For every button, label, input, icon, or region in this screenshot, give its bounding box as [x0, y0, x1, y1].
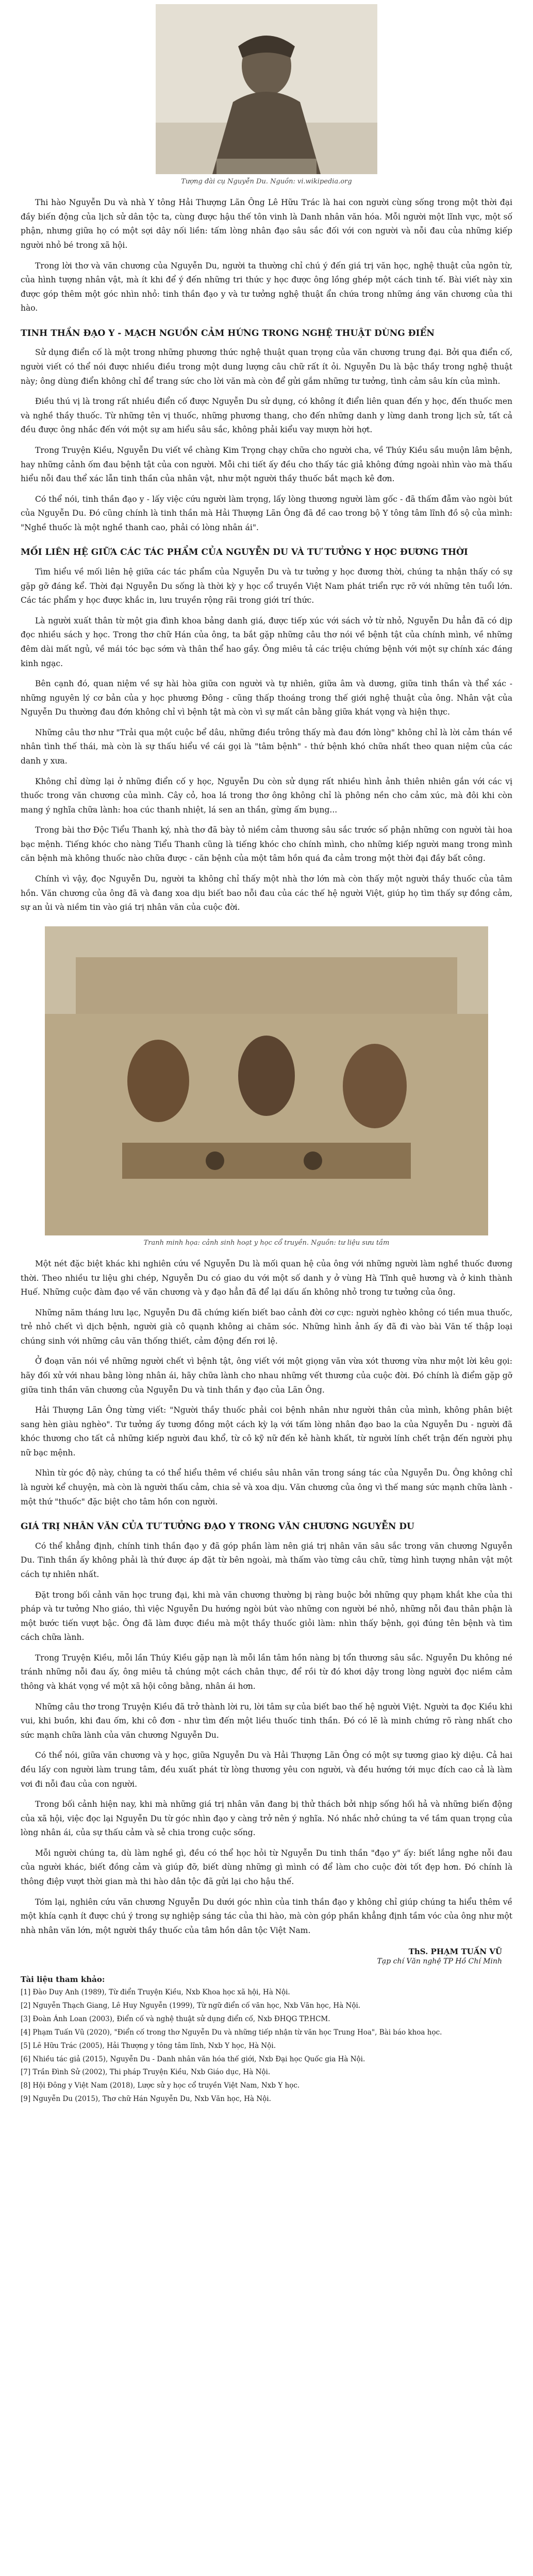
paragraph: Chính vì vậy, đọc Nguyễn Du, người ta không chỉ thấy một nhà thơ lớn mà còn thấy một người thầy thuốc của tâm hồn. Văn chương của ông đã và đang xoa dịu biết bao nỗi đau của các thế hệ người Việt, giúp họ tìm thấy sự đồng cảm, sự an ủi và niềm tin vào giá trị nhân văn của cuộc đời. [21, 874, 512, 912]
statue-photo [156, 4, 377, 174]
reference-item: [1] Đào Duy Anh (1989), Từ điển Truyện Kiều, Nxb Khoa học xã hội, Hà Nội. [21, 1988, 290, 1997]
section-nhan-van [21, 1520, 512, 1938]
paragraph: Trong Truyện Kiều, Nguyễn Du viết về chàng Kim Trọng chạy chữa cho người cha, về Thúy Kiều sầu muộn lâm bệnh, hay những cảnh ốm đau bệnh tật của con người. Mỗi chi tiết ấy đều cho thấy tác giả không đứng ngoài nhìn vào mà thấu hiểu nỗi đau thể xác lẫn tinh thần của nhân vật, như một người thầy thuốc bắt mạch kê đơn. [21, 445, 512, 484]
paragraph: Trong lời thơ và văn chương của Nguyễn Du, người ta thường chỉ chú ý đến giá trị văn học, nghệ thuật của ngôn từ, của hình tượng nhân vật, mà ít khi để ý đến những tri thức y học được ông lồng ghép một cách tinh tế. Bài viết này xin được góp thêm một góc nhìn nhỏ: tinh thần đạo y và tư tưởng nghệ thuật ẩn chứa trong những áng văn chương của thi hào. [21, 261, 512, 313]
paragraph: Những câu thơ trong Truyện Kiều đã trở thành lời ru, lời tâm sự của biết bao thế hệ người Việt. Người ta đọc Kiều khi vui, khi buồn, khi đau ốm, khi cô đơn - như tìm đến một liều thuốc tinh thần. Đó có lẽ là minh chứng rõ ràng nhất cho sức mạnh chữa lành của văn chương Nguyễn Du. [21, 1702, 512, 1740]
illustration-painting [45, 926, 488, 1235]
paragraph: Tìm hiểu về mối liên hệ giữa các tác phẩm của Nguyễn Du và tư tưởng y học đương thời, chúng ta nhận thấy có sự gặp gỡ đáng kể. Thời đại Nguyễn Du sống là thời kỳ y học cổ truyền Việt Nam phát triển rực rỡ với những tên tuổi lớn. Các tác phẩm y học được khắc in, lưu truyền rộng rãi trong giới trí thức. [21, 567, 512, 605]
paragraph: Điều thú vị là trong rất nhiều điển cố được Nguyễn Du sử dụng, có không ít điển liên quan đến y học, đến thuốc men và nghề thầy thuốc. Từ những tên vị thuốc, những phương thang, cho đến những danh y lừng danh trong lịch sử, tất cả đều được ông nhắc đến với một sự am hiểu sâu sắc, không phải kiểu vay mượn hời hợt. [21, 397, 512, 435]
section-heading: MỐI LIÊN HỆ GIỮA CÁC TÁC PHẨM CỦA NGUYỄN DU VÀ TƯ TƯỞNG Y HỌC ĐƯƠNG THỜI [21, 547, 468, 558]
paragraph: Những năm tháng lưu lạc, Nguyễn Du đã chứng kiến biết bao cảnh đời cơ cực: người nghèo không có tiền mua thuốc, trẻ nhỏ chết vì dịch bệnh, người già cô quạnh không ai chăm sóc. Những hình ảnh ấy đã đi vào bài Văn tế thập loại chúng sinh với những câu văn thống thiết, cảm động đến rơi lệ. [21, 1308, 512, 1346]
reference-item: [8] Hội Đông y Việt Nam (2018), Lược sử y học cổ truyền Việt Nam, Nxb Y học. [21, 2081, 300, 2090]
reference-item: [4] Phạm Tuấn Vũ (2020), "Điển cố trong thơ Nguyễn Du và những tiếp nhận từ văn học Trung Hoa", Bài báo khoa học. [21, 2028, 442, 2037]
references-title: Tài liệu tham khảo: [21, 1975, 105, 1985]
painting-caption: Tranh minh họa: cảnh sinh hoạt y học cổ truyền. Nguồn: tư liệu sưu tầm [143, 1239, 390, 1247]
paragraph: Ở đoạn văn nói về những người chết vì bệnh tật, ông viết với một giọng văn vừa xót thương vừa như một lời kêu gọi: hãy đối xử với nhau bằng lòng nhân ái, hãy chữa lành cho nhau những vết thương của cuộc đời. Đó chính là điểm gặp gỡ giữa tinh thần văn chương của Nguyễn Du và tinh thần y đạo của Lãn Ông. [21, 1357, 512, 1395]
reference-item: [6] Nhiều tác giả (2015), Nguyễn Du - Danh nhân văn hóa thế giới, Nxb Đại học Quốc gia Hà Nội. [21, 2055, 365, 2063]
paragraph: Có thể khẳng định, chính tinh thần đạo y đã góp phần làm nên giá trị nhân văn sâu sắc trong văn chương Nguyễn Du. Tinh thần ấy không phải là thứ được áp đặt từ bên ngoài, mà thấm vào từng câu chữ, từng hình tượng nhân vật một cách tự nhiên nhất. [21, 1541, 512, 1579]
paragraph: Thi hào Nguyễn Du và nhà Y tông Hải Thượng Lãn Ông Lê Hữu Trác là hai con người cùng sống trong một thời đại đầy biến động của lịch sử dân tộc ta, cùng được hậu thế tôn vinh là Danh nhân văn hóa. Mỗi người một lĩnh vực, một số phận, nhưng giữa họ có một sợi dây nối liền: tấm lòng nhân đạo sâu sắc đối với con người và nỗi đau của những kiếp người nhỏ bé trong xã hội. [21, 198, 512, 250]
paragraph: Đặt trong bối cảnh văn học trung đại, khi mà văn chương thường bị ràng buộc bởi những quy phạm khắt khe của thi pháp và tư tưởng Nho giáo, thì việc Nguyễn Du hướng ngòi bút vào những con người bé nhỏ, những nỗi đau thân phận là một bước tiến vượt bậc. Ông đã làm được điều mà một thầy thuốc giỏi làm: nhìn thấy bệnh, gọi đúng tên bệnh và tìm cách chữa lành. [21, 1590, 512, 1642]
author-name: ThS. PHẠM TUẤN VŨ [408, 1947, 502, 1957]
painting-image [45, 926, 488, 1235]
paragraph: Có thể nói, tinh thần đạo y - lấy việc cứu người làm trọng, lấy lòng thương người làm gốc - đã thấm đẫm vào ngòi bút của Nguyễn Du. Đó cũng chính là tinh thần mà Hải Thượng Lãn Ông đã đề cao trong bộ Y tông tâm lĩnh đồ sộ của mình: "Nghề thuốc là một nghề thanh cao, phải có lòng nhân ái". [21, 494, 512, 532]
section-intro [21, 196, 512, 316]
reference-item: [3] Đoàn Ánh Loan (2003), Điển cố và nghệ thuật sử dụng điển cố, Nxb ĐHQG TP.HCM. [21, 2015, 330, 2023]
paragraph: Trong bài thơ Độc Tiểu Thanh ký, nhà thơ đã bày tỏ niềm cảm thương sâu sắc trước số phận những con người tài hoa bạc mệnh. Tiếng khóc cho nàng Tiểu Thanh cũng là tiếng khóc cho chính mình, cho những kiếp người mang trong mình căn bệnh mà không thuốc nào chữa được - căn bệnh của một tâm hồn quá đa cảm trong một thời đại đầy bất công. [21, 825, 512, 863]
reference-item: [2] Nguyễn Thạch Giang, Lê Huy Nguyễn (1999), Từ ngữ điển cố văn học, Nxb Văn học, Hà Nội. [21, 2002, 361, 2010]
paragraph: Tóm lại, nghiên cứu văn chương Nguyễn Du dưới góc nhìn của tinh thần đạo y không chỉ giúp chúng ta hiểu thêm về một khía cạnh ít được chú ý trong sự nghiệp sáng tác của thi hào, mà còn góp phần khẳng định tầm vóc của ông như một nhà nhân văn lớn, một người thầy thuốc của tâm hồn dân tộc Việt Nam. [21, 1897, 512, 1935]
section-heading: GIÁ TRỊ NHÂN VĂN CỦA TƯ TƯỞNG ĐẠO Y TRONG VĂN CHƯƠNG NGUYỄN DU [21, 1521, 414, 1532]
paragraph: Bên cạnh đó, quan niệm về sự hài hòa giữa con người và tự nhiên, giữa âm và dương, giữa tinh thần và thể xác - những nguyên lý cơ bản của y học phương Đông - cũng thấp thoáng trong thế giới nghệ thuật của ông. Nhân vật của Nguyễn Du thường đau đớn không chỉ vì bệnh tật mà còn vì sự mất cân bằng giữa khát vọng và hiện thực. [21, 679, 512, 717]
reference-item: [7] Trần Đình Sử (2002), Thi pháp Truyện Kiều, Nxb Giáo dục, Hà Nội. [21, 2068, 271, 2077]
paragraph: Những câu thơ như "Trải qua một cuộc bể dâu, những điều trông thấy mà đau đớn lòng" không chỉ là lời cảm thán về nhân tình thế thái, mà còn là sự thấu hiểu về cái gọi là "tâm bệnh" - thứ bệnh khó chữa nhất theo quan niệm của các danh y xưa. [21, 727, 512, 766]
reference-item: [5] Lê Hữu Trác (2005), Hải Thượng y tông tâm lĩnh, Nxb Y học, Hà Nội. [21, 2041, 276, 2050]
section-heading: TINH THẦN ĐẠO Y - MẠCH NGUỒN CẢM HỨNG TRONG NGHỆ THUẬT DÙNG ĐIỂN [21, 328, 435, 338]
paragraph: Trong Truyện Kiều, mỗi lần Thúy Kiều gặp nạn là mỗi lần tâm hồn nàng bị tổn thương sâu sắc. Nguyễn Du không né tránh những nỗi đau ấy, ông miêu tả chúng một cách chân thực, để rồi từ đó khơi dậy trong lòng người đọc niềm cảm thông và khát vọng về một xã hội công bằng, nhân ái hơn. [21, 1653, 512, 1691]
paragraph: Trong bối cảnh hiện nay, khi mà những giá trị nhân văn đang bị thử thách bởi nhịp sống hối hả và những biến động của xã hội, việc đọc lại Nguyễn Du từ góc nhìn đạo y càng trở nên ý nghĩa. Nó nhắc nhở chúng ta về tầm quan trọng của lòng nhân ái, của sự thấu cảm và sẻ chia trong cuộc sống. [21, 1800, 512, 1838]
statue-caption: Tượng đài cụ Nguyễn Du. Nguồn: vi.wikipedia.org [181, 178, 352, 185]
paragraph: Nhìn từ góc độ này, chúng ta có thể hiểu thêm về chiều sâu nhân văn trong sáng tác của Nguyễn Du. Ông không chỉ là người kể chuyện, mà còn là người thấu cảm, chia sẻ và xoa dịu. Văn chương của ông vì thế mang sức mạnh chữa lành - một thứ "thuốc" đặc biệt cho tâm hồn con người. [21, 1468, 512, 1506]
paragraph: Mỗi người chúng ta, dù làm nghề gì, đều có thể học hỏi từ Nguyễn Du tinh thần "đạo y" ấy: biết lắng nghe nỗi đau của người khác, biết đồng cảm và giúp đỡ, biết dùng những gì mình có để làm cho cuộc đời tốt đẹp hơn. Đó chính là thông điệp vượt thời gian mà thi hào dân tộc đã gửi lại cho hậu thế. [21, 1848, 512, 1886]
reference-item: [9] Nguyễn Du (2015), Thơ chữ Hán Nguyễn Du, Nxb Văn học, Hà Nội. [21, 2095, 271, 2104]
paragraph: Một nét đặc biệt khác khi nghiên cứu về Nguyễn Du là mối quan hệ của ông với những người làm nghề thuốc đương thời. Theo nhiều tư liệu ghi chép, Nguyễn Du có giao du với một số danh y ở vùng Hà Tĩnh quê hương và ở kinh thành Huế. Những cuộc đàm đạo về văn chương và y đạo hẳn đã để lại dấu ấn không nhỏ trong tư tưởng của ông. [21, 1259, 512, 1297]
section-y-hoc [21, 546, 512, 768]
article [21, 0, 512, 2576]
paragraph: Không chỉ dừng lại ở những điển cố y học, Nguyễn Du còn sử dụng rất nhiều hình ảnh thiên nhiên gắn với các vị thuốc trong văn chương của mình. Cây cỏ, hoa lá trong thơ ông không chỉ là phông nền cho cảm xúc, mà đôi khi còn mang ý nghĩa chữa lành: hoa cúc thanh nhiệt, lá sen an thần, gừng ấm bụng... [21, 776, 512, 815]
section-dao-y [21, 327, 512, 535]
references-list [21, 1987, 512, 2105]
paragraph: Hải Thượng Lãn Ông từng viết: "Người thầy thuốc phải coi bệnh nhân như người thân của mình, không phân biệt sang hèn giàu nghèo". Tư tưởng ấy tương đồng một cách kỳ lạ với tấm lòng nhân đạo bao la của Nguyễn Du - người đã khóc thương cho tất cả những kiếp người đau khổ, từ cô kỹ nữ đến kẻ hành khất, từ người lính chết trận đến người phụ nữ bạc mệnh. [21, 1405, 512, 1458]
paragraph: Có thể nói, giữa văn chương và y học, giữa Nguyễn Du và Hải Thượng Lãn Ông có một sự tương giao kỳ diệu. Cả hai đều lấy con người làm trung tâm, đều xuất phát từ lòng thương yêu con người, và đều hướng tới mục đích cao cả là làm vơi đi nỗi đau của con người. [21, 1751, 512, 1789]
author-affiliation: Tạp chí Văn nghệ TP Hồ Chí Minh [377, 1957, 502, 1966]
section-giao-du [21, 1257, 512, 1509]
paragraph: Là người xuất thân từ một gia đình khoa bảng danh giá, được tiếp xúc với sách vở từ nhỏ, Nguyễn Du hẳn đã có dịp đọc nhiều sách y học. Trong thơ chữ Hán của ông, ta bắt gặp những câu thơ nói về bệnh tật của chính mình, về những đêm dài mất ngủ, về mái tóc bạc sớm và thân thể hao gầy. Ông miêu tả các triệu chứng bệnh với một sự chính xác đáng kinh ngạc. [21, 616, 512, 668]
statue-image [156, 4, 377, 174]
paragraph: Sử dụng điển cố là một trong những phương thức nghệ thuật quan trọng của văn chương trung đại. Bởi qua điển cố, người viết có thể nói được nhiều điều trong một dung lượng câu chữ rất ít ỏi. Nguyễn Du là bậc thầy trong nghệ thuật này; ông dùng điển không chỉ để trang sức cho lời văn mà còn để gửi gắm những tư tưởng, tình cảm sâu kín của mình. [21, 348, 512, 386]
section-thien-nhien [21, 775, 512, 915]
